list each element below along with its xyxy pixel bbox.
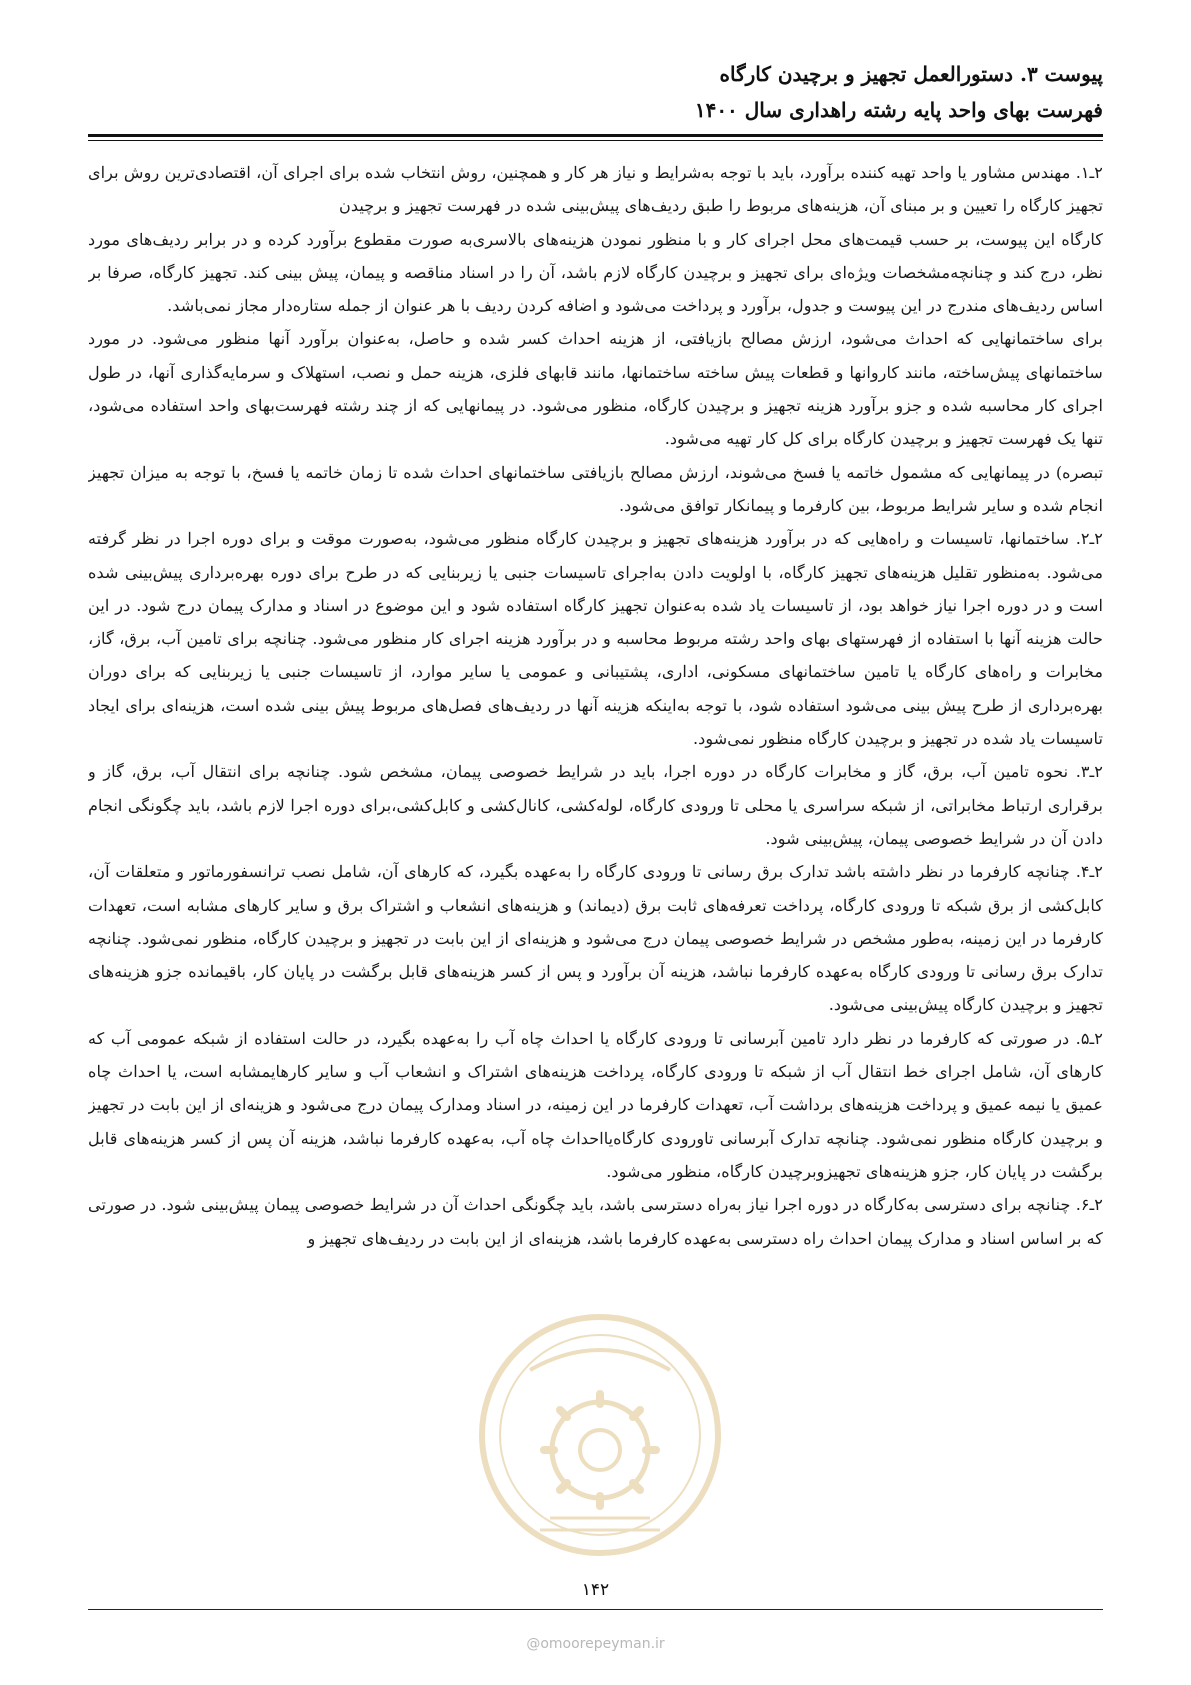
paragraph-note: تبصره) در پیمانهایی که مشمول خاتمه یا فسخ می‌شوند، ارزش مصالح بازیافتی ساختمانهای احداث شده تا زمان خاتمه یا فسخ، با توجه به میزان تجهیز انجام شده و سایر شرایط مربوط، بین کارفرما و پیمانکار توافق می‌شود. [88, 462, 1103, 515]
paragraph-2-2: ۲ـ۲. ساختمانها، تاسیسات و راه‌هایی که در برآورد هزینه‌های تجهیز و برچیدن کارگاه منظور می‌شود، به‌صورت موقت و برای دوره اجرا در نظر گرفته می‌شود. به‌منظور تقلیل هزینه‌های تجهیز کارگاه، با اولویت دادن به‌اجرای تاسیسات جنبی یا زیربنایی که در طرح برای دوره بهره‌برداری پیش‌بینی شده است و در دوره اجرا نیاز خواهد بود، از تاسیسات یاد شده به‌عنوان تجهیز کارگاه استفاده شود و این موضوع در اسناد و مدارک پیمان درج شود. در این حالت هزینه آنها با استفاده از فهرستهای بهای واحد رشته مربوط محاسبه و در برآورد هزینه اجرای کار منظور می‌شود. چنانچه برای تامین آب، برق، گاز، مخابرات و راه‌های کارگاه یا تامین ساختمانهای مسکونی، اداری، پشتیبانی و عمومی یا سایر موارد، از تاسیسات جنبی یا زیربنایی که برای دوران بهره‌برداری از طرح پیش بینی می‌شود استفاده شود، با توجه به‌اینکه هزینه آنها در ردیف‌های فصل‌های مربوط پیش بینی شده است، هزینه‌ای برای ایجاد تاسیسات یاد شده در تجهیز و برچیدن کارگاه منظور نمی‌شود. [88, 529, 1103, 749]
header-rule-thin [88, 140, 1103, 141]
paragraph-2-5: ۲ـ۵. در صورتی که کارفرما در نظر دارد تامین آبرسانی تا ورودی کارگاه یا احداث چاه آب را به‌عهده بگیرد، در حالت استفاده از شبکه عمومی آب که کارهای آن، شامل اجرای خط انتقال آب از شبکه تا ورودی کارگاه، پرداخت هزینه‌های اشتراک و انشعاب آب و سایر کارهایمشابه است، یا احداث چاه عمیق یا نیمه عمیق و پرداخت هزینه‌های برداشت آب، تعهدات کارفرما در این زمینه، در اسناد ومدارک پیمان درج می‌شود و هزینه‌ای از این بابت در تجهیز و برچیدن کارگاه منظور نمی‌شود. چنانچه تدارک آبرسانی تاورودی کارگاه‌یااحداث چاه آب، به‌عهده کارفرما نباشد، هزینه آن پس از کسر هزینه‌های قابل برگشت در پایان کار، جزو هزینه‌های تجهیزوبرچیدن کارگاه، منظور می‌شود. [88, 1028, 1103, 1181]
paragraph-2-4: ۲ـ۴. چنانچه کارفرما در نظر داشته باشد تدارک برق رسانی تا ورودی کارگاه را به‌عهده بگیرد، که کارهای آن، شامل نصب ترانسفورماتور و متعلقات آن، کابل‌کشی از برق شبکه تا ورودی کارگاه، پرداخت تعرفه‌های ثابت برق (دیماند) و هزینه‌های انشعاب و اشتراک برق و سایر کارهای مشابه است، تعهدات کارفرما در این زمینه، به‌طور مشخص در شرایط خصوصی پیمان درج می‌شود و هزینه‌ای از این بابت در تجهیز و برچیدن کارگاه، منظور نمی‌شود. چنانچه تدارک برق رسانی تا ورودی کارگاه به‌عهده کارفرما نباشد، هزینه آن برآورد و پس از کسر هزینه‌های قابل برگشت در پایان کار، باقیمانده جزو هزینه‌های تجهیز و برچیدن کارگاه پیش‌بینی می‌شود. [88, 862, 1103, 1015]
page-number: ۱۴۲ [581, 1580, 610, 1600]
site-credit: @omoorepeyman.ir [526, 1636, 665, 1652]
paragraph-2-1: ۲ـ۱. مهندس مشاور یا واحد تهیه کننده برآورد، باید با توجه به‌شرایط و نیاز هر کار و همچنین، روش انتخاب شده برای اجرای آن، اقتصادی‌ترین روش برای تجهیز کارگاه را تعیین و بر مبنای آن، هزینه‌های مربوط را طبق ردیف‌های پیش‌بینی شده در فهرست تجهیز و برچیدن [88, 163, 1103, 216]
header-title-line-2: فهرست بهای واحد پایه رشته راهداری سال ۱۴۰۰ [694, 98, 1103, 122]
footer-rule [88, 1609, 1103, 1610]
body-text [88, 156, 1103, 1576]
page-header [88, 56, 1103, 128]
paragraph-2-1-continued: کارگاه این پیوست، بر حسب قیمت‌های محل اجرای کار و با منظور نمودن هزینه‌های بالاسری‌به صورت مقطوع برآورد کرده و در برابر ردیف‌های مورد نظر، درج کند و چنانچه‌مشخصات ویژه‌ای برای تجهیز و برچیدن کارگاه لازم باشد، آن را در اسناد مناقصه و پیمان، پیش بینی کند. تجهیز کارگاه، صرفا بر اساس ردیف‌های مندرج در این پیوست و جدول، برآورد و پرداخت می‌شود و اضافه کردن ردیف با هر عنوان از جمله ستاره‌دار مجاز نمی‌باشد. [88, 229, 1103, 316]
header-rule-thick [88, 134, 1103, 137]
paragraph-buildings: برای ساختمانهایی که احداث می‌شود، ارزش مصالح بازیافتی، از هزینه احداث کسر شده و حاصل، به‌عنوان برآورد آنها منظور می‌شود. در مورد ساختمانهای پیش‌ساخته، مانند کاروانها و قطعات پیش ساخته ساختمانها، مانند قابهای فلزی، هزینه حمل و نصب، استهلاک و سرمایه‌گذاری آنها، در طول اجرای کار محاسبه شده و جزو برآورد هزینه تجهیز و برچیدن کارگاه، منظور می‌شود. در پیمانهایی که از چند رشته فهرست‌بهای واحد استفاده می‌شود، تنها یک فهرست تجهیز و برچیدن کارگاه برای کل کار تهیه می‌شود. [88, 329, 1103, 449]
paragraph-2-6: ۲ـ۶. چنانچه برای دسترسی به‌کارگاه در دوره اجرا نیاز به‌راه دسترسی باشد، باید چگونگی احداث آن در شرایط خصوصی پیمان پیش‌بینی شود. در صورتی که بر اساس اسناد و مدارک پیمان احداث راه دسترسی به‌عهده کارفرما باشد، هزینه‌ای از این بابت در ردیف‌های تجهیز و [88, 1195, 1103, 1248]
header-title-line-1: پیوست ۳. دستورالعمل تجهیز و برچیدن کارگاه [719, 62, 1103, 86]
paragraph-2-3: ۲ـ۳. نحوه تامین آب، برق، گاز و مخابرات کارگاه در دوره اجرا، باید در شرایط خصوصی پیمان، مشخص شود. چنانچه برای انتقال آب، برق، گاز و برقراری ارتباط مخابراتی، از شبکه سراسری یا محلی تا ورودی کارگاه، لوله‌کشی، کانال‌کشی و کابل‌کشی،برای دوره اجرا لازم باشد، باید چگونگی انجام دادن آن در شرایط خصوصی پیمان، پیش‌بینی شود. [88, 762, 1103, 848]
